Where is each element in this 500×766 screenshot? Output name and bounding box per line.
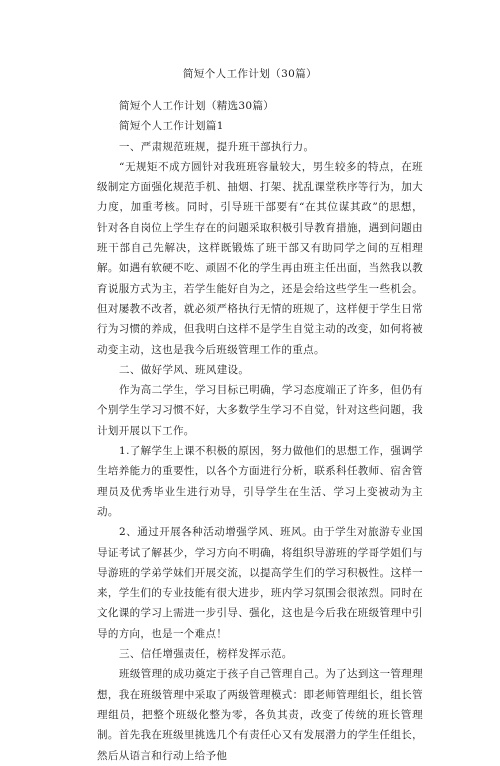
heading-3: 三、信任增强责任，榜样发挥示范。: [119, 648, 293, 661]
paragraph-3: 1.了解学生上课不积极的原因，努力做他们的思想工作，强调学生培养能力的重要性，以各个方面进行分析，联系科任教师、宿舍管理员及优秀毕业生进行劝导，引导学生在生活、学习上变被动为主动。: [97, 445, 423, 518]
paragraph-1: “无规矩不成方圆针对我班班容量较大，男生较多的特点，在班级制定方面强化规范手机、抽烟、打架、扰乱课堂秩序等行为，加大力度，加重考核。同时，引导班干部要有“在其位谋其政”的思想，针对各自岗位上学生存在的问题采取积极引导教育措施，遇到问题由班干部自己先解决，这样既锻炼了班干部又有助同学之间的互相理解。如遇有软硬不吃、顽固不化的学生再由班主任出面，当然我以教育说服方式为主，若学生能好自为之，还是会给这些学生一些机会。但对屡教不改者，就必须严格执行无情的班规了，这样便于学生日常行为习惯的养成，但我明白这样不是学生自觉主动的改变，如何将被动变主动，这也是我今后班级管理工作的重点。: [97, 160, 423, 356]
paragraph-5: 班级管理的成功奠定于孩子自己管理自己。为了达到这一管理理想，我在班级管理中采取了两级管理模式：即老师管理组长，组长管理组员，把整个班级化整为零，各负其责，改变了传统的班长管理制。首先我在班级里挑选几个有责任心又有发展潜力的学生任组长，然后从语言和行动上给予他: [97, 668, 423, 762]
heading-1: 一、严肃规范班规，提升班干部执行力。: [119, 140, 315, 153]
paragraph-4: 2、通过开展各种活动增强学风、班风。由于学生对旅游专业国导证考试了解甚少，学习方向不明确，将组织导游班的学哥学姐们与导游班的学弟学妹们开展交流，以提高学生们的学习积极性。这样一来，学生们的专业技能有很大进步，班内学习氛围会很浓烈。同时在文化课的学习上需进一步引导、强化，这也是今后我在班级管理中引导的方向，也是一个难点！: [97, 526, 423, 640]
section-title: 简短个人工作计划篇1: [119, 120, 224, 133]
heading-2: 二、做好学风、班风建设。: [119, 363, 250, 376]
document-title: 简短个人工作计划（30篇）: [182, 68, 318, 80]
subtitle: 简短个人工作计划（精选30篇）: [119, 100, 275, 112]
document-body: [97, 96, 423, 766]
paragraph-2: 作为高二学生，学习目标已明确，学习态度端正了许多，但仍有个别学生学习习惯不好，大多数学生学习不自觉，针对这些问题，我计划开展以下工作。: [97, 384, 423, 437]
